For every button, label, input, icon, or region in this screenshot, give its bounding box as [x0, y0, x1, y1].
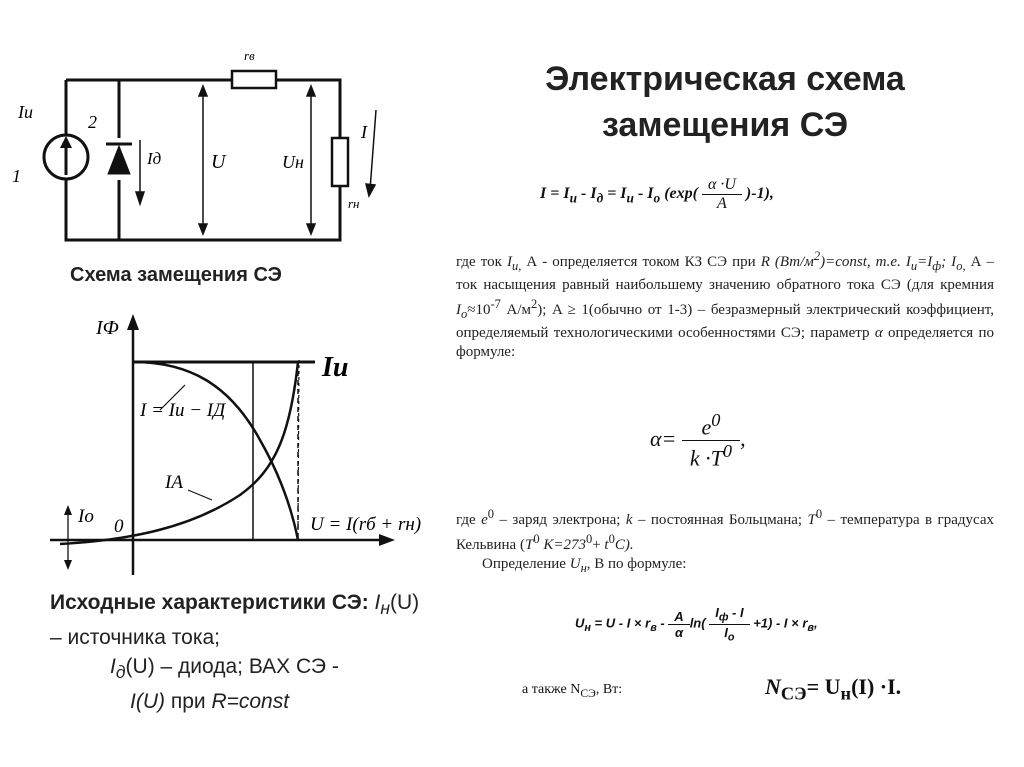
iv-characteristic-graph — [40, 300, 440, 590]
iu-label: Iи — [18, 102, 33, 122]
u-label: U — [211, 151, 226, 173]
circuit-caption: Схема замещения СЭ — [70, 264, 282, 286]
iu-level-label: Iи — [322, 352, 349, 383]
source-number: 1 — [12, 166, 21, 186]
rn-label: rн — [348, 196, 360, 211]
current-equation: $I = I_и - I_д = I_и - I_о$ (exp( $\frac{\alpha \cdot U}{A}$ )-1), — [540, 176, 774, 212]
alpha-equation: α= $\frac{e^0}{k \cdot T^0}$ , — [650, 410, 746, 471]
ia-curve-label: IА — [165, 472, 183, 493]
power-label: а также $N_{СЭ}$, Вт: — [522, 682, 623, 700]
equivalent-circuit-diagram — [0, 40, 380, 260]
net-current-label: I = Iи − IД — [140, 400, 226, 421]
id-label: Iд — [147, 149, 162, 168]
exp-fraction: $\frac{\alpha \cdot U}{A}$ — [702, 176, 742, 213]
power-equation: $N_{СЭ}= U_н(I) \cdot I$. — [765, 674, 902, 704]
slide-title: Электрическая схема замещения СЭ — [545, 60, 905, 144]
i-label: I — [361, 122, 367, 142]
parameters-description: где ток $I_{и,}$ А - определяется током КЗ СЭ при R $(Вт/м^2)=const$, т.е. $I_и=I_ф$; $I_{о,}$ А – ток насыщения равный наибольшему значению обратного тока СЭ (для кремния $I_о\approx 10^{-7}$ $А/м^2$); A ≥ 1(обычно от 1-3) – безразмерный электрический коэффициент, определяемый технологическими особенностями СЭ; параметр α определяется по формуле: — [456, 249, 994, 360]
io-label: Iо — [78, 506, 94, 527]
un-label: Uн — [282, 152, 304, 172]
diode-number: 2 — [88, 112, 97, 132]
constants-description: где $e^0$ – заряд электрона; k – постоянная Больцмана; $T^0$ – температура в градусах Кельвина ($T^0$ $K=273^0+ t^0C$). Определение $U_н$, В по формуле: — [456, 507, 994, 575]
un-equation: $U_н = U - I \times r_в$ - $\frac{A}{\alpha}$ ln( $\frac{I_ф - I}{I_о}$ $+1) - I \times r_в$, — [575, 605, 818, 644]
load-line-label: U = I(rб + rн) — [310, 514, 422, 535]
origin-label: 0 — [114, 516, 124, 537]
alpha-fraction: $\frac{e^0}{k \cdot T^0}$ — [682, 410, 740, 472]
if-axis-label: IФ — [96, 317, 119, 339]
rv-label: rв — [244, 48, 255, 63]
characteristics-caption: Исходные характеристики СЭ: $I_н(U)$ – источника тока; $I_д(U)$ – диода; ВАХ СЭ - I(U) при R=const — [50, 591, 420, 714]
